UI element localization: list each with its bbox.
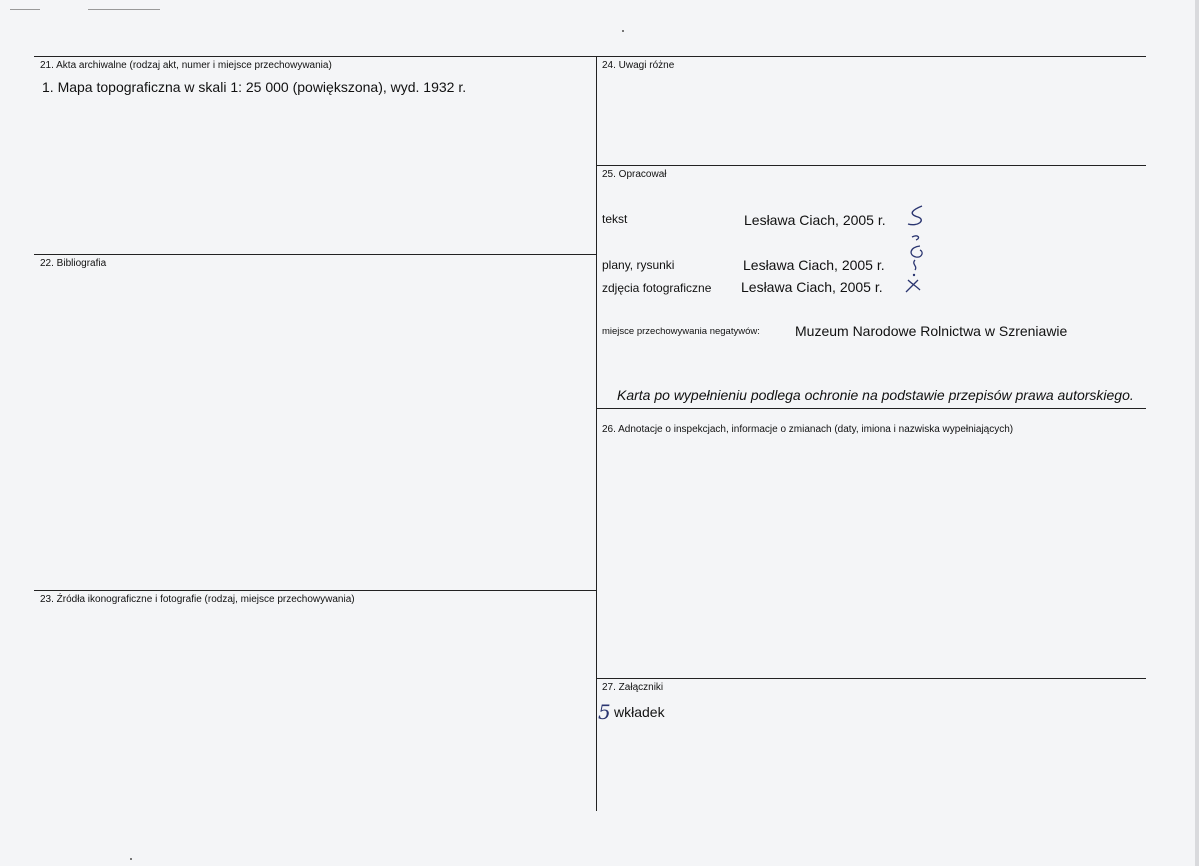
scan-dot bbox=[130, 858, 132, 860]
scan-dot bbox=[622, 30, 624, 32]
scan-mark bbox=[88, 9, 160, 10]
scan-mark bbox=[10, 9, 40, 10]
author-field-photos-value: Lesława Ciach, 2005 r. bbox=[741, 279, 883, 295]
section-25-label: 25. Opracował bbox=[602, 169, 667, 180]
section-25-top-rule bbox=[596, 165, 1146, 166]
column-divider bbox=[596, 56, 597, 811]
author-field-text-value: Lesława Ciach, 2005 r. bbox=[744, 212, 886, 228]
author-field-plans-value: Lesława Ciach, 2005 r. bbox=[743, 257, 885, 273]
author-field-photos-label: zdjęcia fotograficzne bbox=[602, 281, 712, 295]
copyright-notice: Karta po wypełnieniu podlega ochronie na podstawie przepisów prawa autorskiego. bbox=[617, 387, 1134, 403]
section-23-label: 23. Źródła ikonograficzne i fotografie (rodzaj, miejsce przechowywania) bbox=[40, 594, 355, 605]
negatives-storage-label: miejsce przechowywania negatywów: bbox=[602, 326, 760, 337]
author-field-plans-label: plany, rysunki bbox=[602, 258, 675, 272]
section-24-label: 24. Uwagi różne bbox=[602, 60, 675, 71]
section-27-top-rule bbox=[596, 678, 1146, 679]
section-21-label: 21. Akta archiwalne (rodzaj akt, numer i miejsce przechowywania) bbox=[40, 60, 332, 71]
section-26-top-rule bbox=[596, 408, 1146, 409]
handwritten-signature bbox=[898, 200, 938, 300]
section-27-label: 27. Załączniki bbox=[602, 682, 664, 693]
scan-edge bbox=[1195, 0, 1199, 866]
attachment-count-handwritten: 5 bbox=[598, 700, 611, 724]
negatives-storage-value: Muzeum Narodowe Rolnictwa w Szreniawie bbox=[795, 323, 1068, 339]
section-22-top-rule bbox=[34, 254, 596, 255]
attachment-value: wkładek bbox=[614, 704, 665, 720]
author-field-text-label: tekst bbox=[602, 212, 628, 226]
section-23-top-rule bbox=[34, 590, 596, 591]
section-22-label: 22. Bibliografia bbox=[40, 258, 107, 269]
section-26-label: 26. Adnotacje o inspekcjach, informacje o zmianach (daty, imiona i nazwiska wypełniających) bbox=[602, 424, 1014, 435]
section-21-item: 1. Mapa topograficzna w skali 1: 25 000 (powiększona), wyd. 1932 r. bbox=[42, 79, 467, 95]
section-21-24-top-rule bbox=[34, 56, 1146, 57]
